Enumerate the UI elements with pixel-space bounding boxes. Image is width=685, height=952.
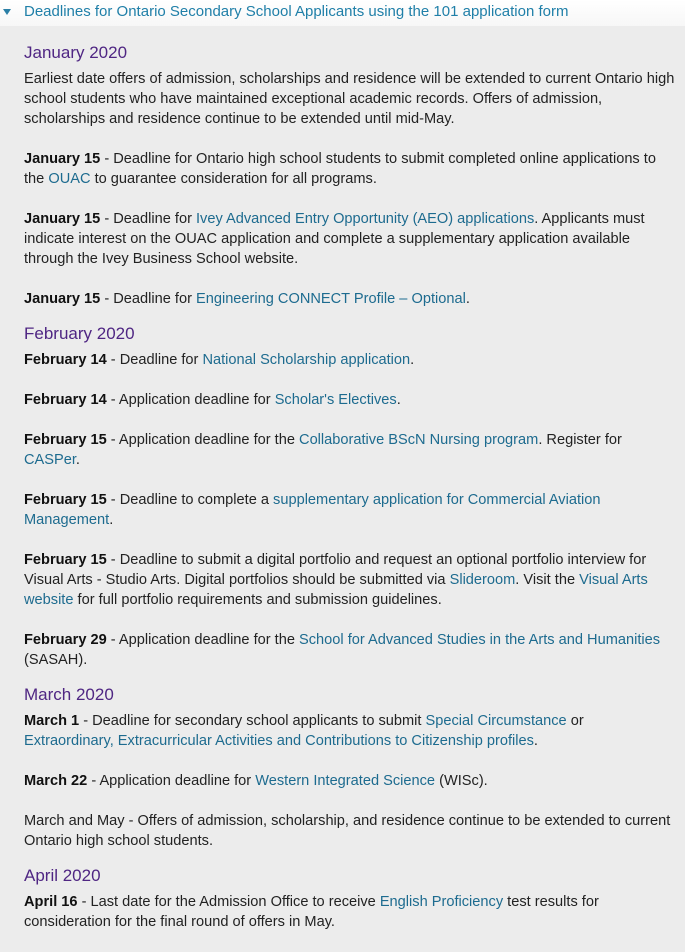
- date-label: February 29: [24, 632, 107, 648]
- month-heading-april: April 2020: [24, 866, 101, 885]
- feb-paragraph-6: [24, 630, 677, 670]
- feb-paragraph-1: [24, 350, 677, 370]
- date-label: February 15: [24, 492, 107, 508]
- text: .: [75, 452, 80, 468]
- special-circumstance-link[interactable]: Special Circumstance: [425, 713, 567, 729]
- text: - Deadline for: [100, 291, 196, 307]
- text: - Application deadline for: [87, 773, 256, 789]
- feb-paragraph-3: [24, 430, 677, 470]
- ivey-aeo-link[interactable]: Ivey Advanced Entry Opportunity (AEO) applications: [195, 211, 535, 227]
- text: - Application deadline for: [106, 392, 275, 408]
- accordion-header[interactable]: [0, 0, 685, 26]
- date-label: January 15: [24, 291, 101, 307]
- scholars-electives-link[interactable]: Scholar's Electives: [274, 392, 397, 408]
- text: - Application deadline for the: [106, 632, 300, 648]
- english-proficiency-link[interactable]: English Proficiency: [379, 894, 504, 910]
- date-label: February 14: [24, 352, 107, 368]
- text: for full portfolio requirements and submission guidelines.: [73, 592, 442, 608]
- slideroom-link[interactable]: Slideroom: [449, 572, 516, 588]
- text: (WISc).: [435, 773, 488, 789]
- mar-paragraph-3: March and May - Offers of admission, scholarship, and residence continue to be extended to current Ontario high school students.: [24, 813, 671, 849]
- date-label: April 16: [24, 894, 78, 910]
- accordion-title[interactable]: Deadlines for Ontario Secondary School Applicants using the 101 application form: [24, 3, 569, 20]
- date-label: January 15: [24, 151, 101, 167]
- date-label: March 1: [24, 713, 80, 729]
- text: (SASAH).: [24, 652, 88, 668]
- extracurricular-profiles-link[interactable]: Extraordinary, Extracurricular Activities and Contributions to Citizenship profiles: [24, 733, 534, 749]
- collapse-triangle-icon[interactable]: [3, 9, 11, 15]
- date-label: February 14: [24, 392, 107, 408]
- month-heading-february: February 2020: [24, 324, 135, 343]
- apr-paragraph-1: [24, 892, 677, 932]
- date-label: March 22: [24, 773, 88, 789]
- text: - Deadline for Ontario high school students to submit completed online applications to the: [24, 151, 656, 187]
- text: . Register for: [538, 432, 622, 448]
- accordion-content: [0, 26, 685, 932]
- ouac-link[interactable]: OUAC: [48, 171, 91, 187]
- text: - Deadline to submit a digital portfolio and request an optional portfolio interview for Visual Arts - Studio Arts. Digital portfolios should be submitted via: [24, 552, 647, 588]
- text: - Application deadline for the: [106, 432, 300, 448]
- text: - Deadline for secondary school applicants to submit: [79, 713, 426, 729]
- feb-paragraph-5: [24, 550, 677, 610]
- text: - Deadline to complete a: [106, 492, 274, 508]
- western-integrated-science-link[interactable]: Western Integrated Science: [255, 773, 436, 789]
- jan-paragraph-4: [24, 289, 677, 309]
- feb-paragraph-2: [24, 390, 677, 410]
- casper-link[interactable]: CASPer: [24, 452, 76, 468]
- date-label: February 15: [24, 552, 107, 568]
- month-heading-january: January 2020: [24, 43, 128, 62]
- text: - Deadline for: [106, 352, 203, 368]
- text: or: [566, 713, 584, 729]
- engineering-connect-link[interactable]: Engineering CONNECT Profile – Optional: [195, 291, 466, 307]
- text: - Last date for the Admission Office to receive: [77, 894, 380, 910]
- month-heading-march: March 2020: [24, 685, 114, 704]
- commercial-aviation-link[interactable]: supplementary application for Commercial Aviation Management: [24, 492, 601, 528]
- text: .: [109, 512, 114, 528]
- date-label: January 15: [24, 211, 101, 227]
- sasah-link[interactable]: School for Advanced Studies in the Arts and Humanities: [299, 632, 661, 648]
- text: .: [396, 392, 401, 408]
- jan-paragraph-3: [24, 209, 677, 269]
- mar-paragraph-1: [24, 711, 677, 751]
- jan-paragraph-1: Earliest date offers of admission, scholarships and residence will be extended to current Ontario high school students who have maintained exceptional academic records. Offers of admission, scholarships and residence continue to be extended until mid-May.: [24, 71, 675, 127]
- bscn-nursing-link[interactable]: Collaborative BScN Nursing program: [299, 432, 539, 448]
- text: .: [465, 291, 470, 307]
- visual-arts-website-link[interactable]: Visual Arts website: [24, 572, 648, 608]
- text: . Visit the: [515, 572, 580, 588]
- text: - Deadline for: [100, 211, 196, 227]
- text: . Applicants must indicate interest on the OUAC application and complete a supplementary application available through the Ivey Business School website.: [24, 211, 645, 267]
- text: test results for consideration for the final round of offers in May.: [24, 894, 599, 930]
- text: to guarantee consideration for all programs.: [90, 171, 377, 187]
- feb-paragraph-4: [24, 490, 677, 530]
- national-scholarship-link[interactable]: National Scholarship application: [202, 352, 411, 368]
- mar-paragraph-2: [24, 771, 677, 791]
- text: .: [533, 733, 538, 749]
- date-label: February 15: [24, 432, 107, 448]
- text: .: [410, 352, 415, 368]
- jan-paragraph-2: [24, 149, 677, 189]
